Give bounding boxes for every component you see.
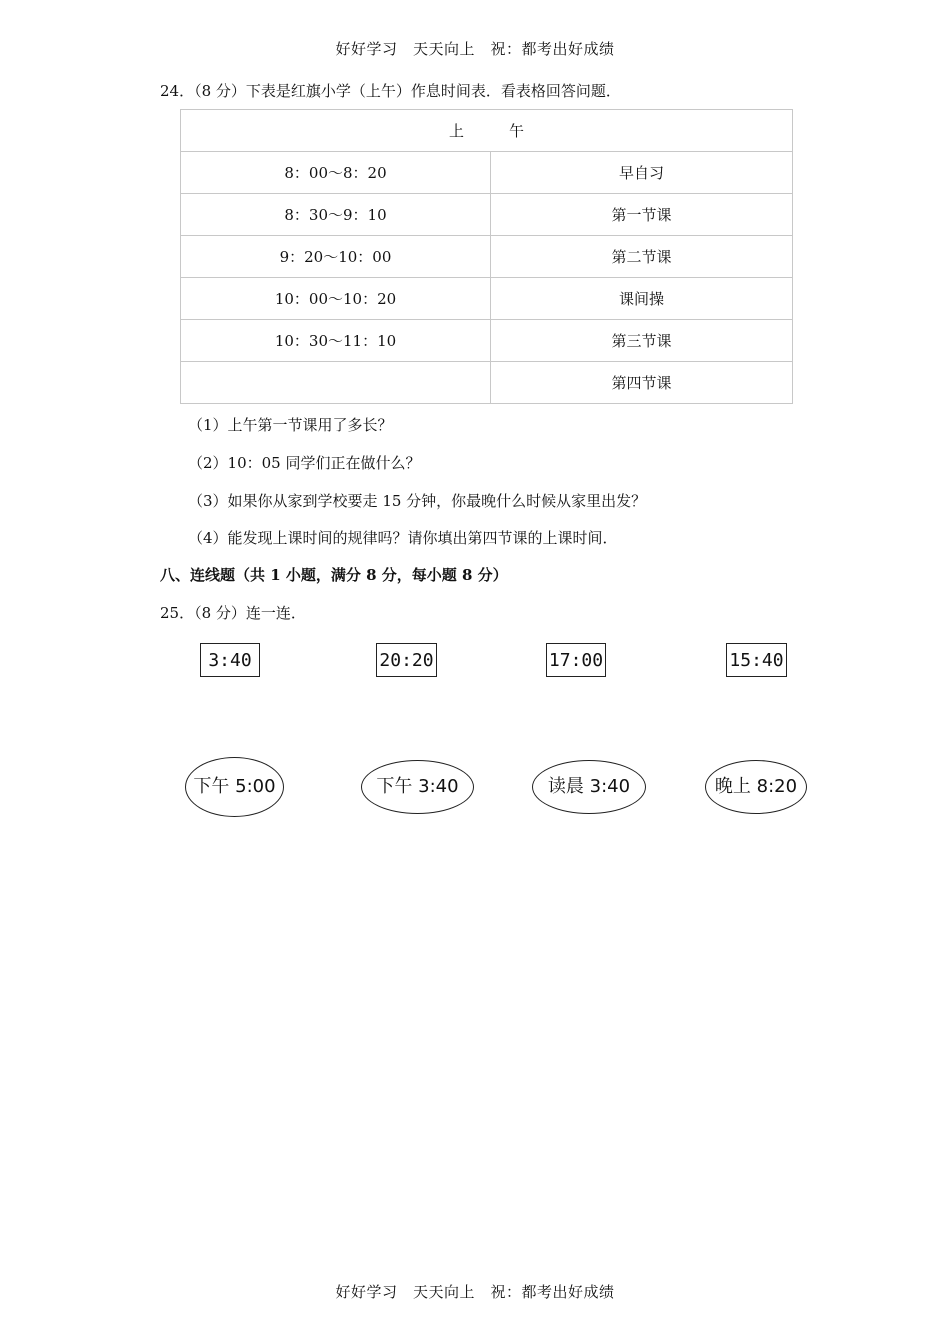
time-cell-blank (181, 362, 491, 404)
sub-question-1: （1）上午第一节课用了多长？ (188, 416, 393, 434)
question-24-title: 24．（8 分）下表是红旗小学（上午）作息时间表．看表格回答问题． (160, 82, 621, 100)
activity-cell: 第一节课 (491, 194, 793, 236)
activity-cell: 第三节课 (491, 320, 793, 362)
sub-question-2: （2）10：05 同学们正在做什么？ (188, 454, 421, 472)
activity-cell: 第二节课 (491, 236, 793, 278)
time-cell: 8：00～8：20 (181, 152, 491, 194)
table-row (181, 362, 793, 404)
time-oval-1: 下午 5:00 (185, 757, 284, 817)
time-cell: 8：30～9：10 (181, 194, 491, 236)
time-box-1: 3:40 (200, 643, 260, 677)
sub-question-4: （4）能发现上课时间的规律吗？请你填出第四节课的上课时间． (188, 529, 618, 547)
question-25-title: 25．（8 分）连一连． (160, 604, 306, 622)
time-cell: 10：30～11：10 (181, 320, 491, 362)
time-cell: 10：00～10：20 (181, 278, 491, 320)
time-oval-4: 晚上 8:20 (705, 760, 807, 814)
section-8-title: 八、连线题（共 1 小题，满分 8 分，每小题 8 分） (160, 566, 508, 584)
table-row (181, 152, 793, 194)
table-row (181, 194, 793, 236)
table-row (181, 278, 793, 320)
activity-cell: 第四节课 (491, 362, 793, 404)
sub-question-3: （3）如果你从家到学校要走 15 分钟，你最晚什么时候从家里出发？ (188, 492, 647, 510)
schedule-table (180, 109, 793, 404)
time-oval-3: 读晨 3:40 (532, 760, 646, 814)
time-cell: 9：20～10：00 (181, 236, 491, 278)
time-oval-2: 下午 3:40 (361, 760, 474, 814)
activity-cell: 早自习 (491, 152, 793, 194)
table-row (181, 320, 793, 362)
page-header: 好好学习 天天向上 祝：都考出好成绩 (335, 40, 615, 58)
table-header-cell: 上 午 (181, 110, 793, 152)
time-box-4: 15:40 (726, 643, 787, 677)
table-row (181, 236, 793, 278)
table-header-row (181, 110, 793, 152)
time-box-2: 20:20 (376, 643, 437, 677)
page-footer: 好好学习 天天向上 祝：都考出好成绩 (335, 1283, 615, 1301)
activity-cell: 课间操 (491, 278, 793, 320)
time-box-3: 17:00 (546, 643, 606, 677)
